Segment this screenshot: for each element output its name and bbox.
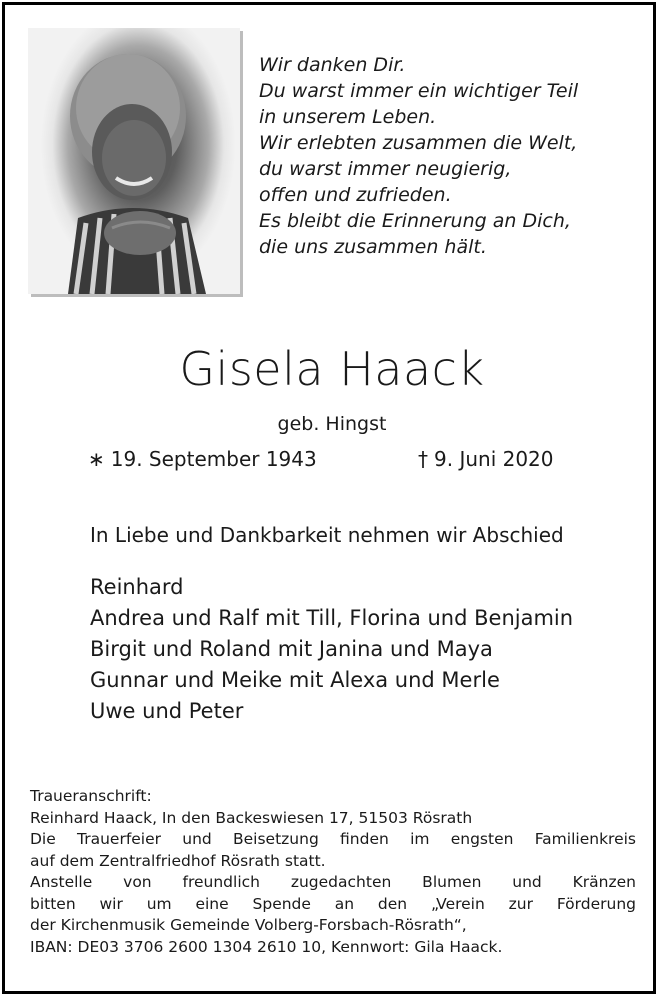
info-line: auf dem Zentralfriedhof Rösrath statt. — [30, 851, 326, 870]
poem-line: Wir danken Dir. — [259, 54, 406, 76]
poem-line: offen und zufrieden. — [259, 184, 452, 206]
birth-name: geb. Hingst — [277, 413, 387, 435]
poem-line: in unserem Leben. — [259, 106, 437, 128]
family-line: Birgit und Roland mit Janina und Maya — [90, 637, 493, 661]
family-line: Andrea und Ralf mit Till, Florina und Benjamin — [90, 606, 574, 630]
info-line: Traueranschrift: — [30, 787, 152, 805]
farewell-text: In Liebe und Dankbarkeit nehmen wir Abschied — [90, 523, 564, 547]
birth-date-text: 19. September 1943 — [110, 447, 317, 471]
poem — [259, 52, 578, 260]
info-line: bitten wir um eine Spende an den „Verein zur Förderung — [30, 894, 636, 913]
death-date-text: 9. Juni 2020 — [434, 447, 554, 471]
portrait-illustration — [28, 28, 240, 294]
info-line: Reinhard Haack, In den Backeswiesen 17, 51503 Rösrath — [30, 808, 473, 827]
family-line: Uwe und Peter — [90, 699, 244, 723]
birth-date — [88, 447, 317, 471]
poem-line: du warst immer neugierig, — [259, 158, 512, 180]
birth-symbol: ∗ — [88, 447, 105, 471]
hands-shape — [104, 211, 176, 255]
portrait-photo — [28, 28, 240, 294]
death-date — [418, 447, 554, 471]
poem-line: Wir erlebten zusammen die Welt, — [259, 132, 578, 154]
deceased-name: Gisela Haack — [179, 342, 485, 396]
family-line: Reinhard — [90, 575, 184, 599]
family-line: Gunnar und Meike mit Alexa und Merle — [90, 668, 500, 692]
poem-line: die uns zusammen hält. — [259, 236, 487, 258]
poem-line: Es bleibt die Erinnerung an Dich, — [259, 210, 571, 232]
info-line: der Kirchenmusik Gemeinde Volberg-Forsbach-Rösrath“, — [30, 916, 467, 934]
info-line: IBAN: DE03 3706 2600 1304 2610 10, Kennwort: Gila Haack. — [30, 937, 503, 956]
info-line: Anstelle von freundlich zugedachten Blumen und Kränzen — [30, 873, 636, 891]
cross-icon: † — [418, 447, 428, 471]
info-line: Die Trauerfeier und Beisetzung finden im engsten Familienkreis — [30, 830, 636, 848]
family-list — [90, 572, 573, 727]
poem-line: Du warst immer ein wichtiger Teil — [259, 80, 579, 102]
funeral-info — [30, 786, 636, 958]
